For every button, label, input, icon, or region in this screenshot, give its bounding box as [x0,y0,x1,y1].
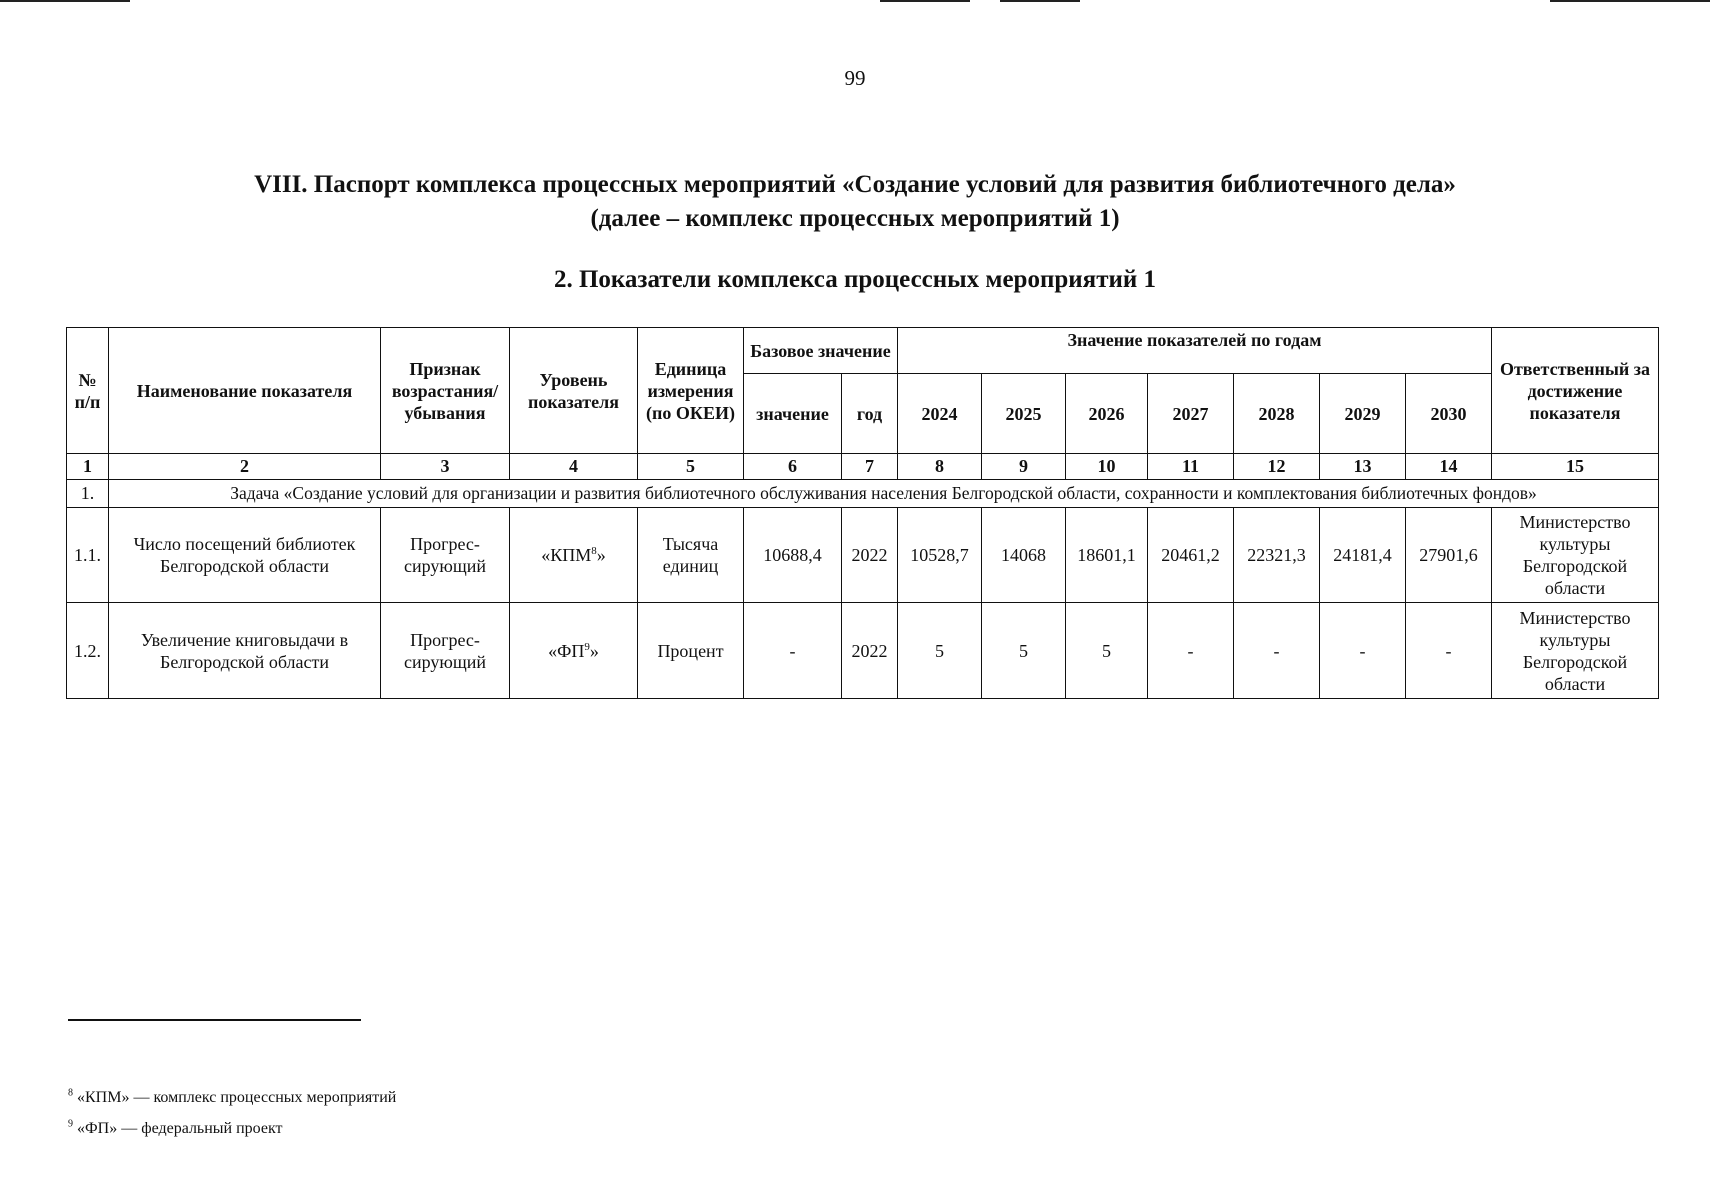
base-value: 10688,4 [744,507,842,603]
year-value: 5 [898,603,982,699]
column-number-row [67,454,1659,480]
row-number: 1.2. [67,603,109,699]
year-value: - [1234,603,1320,699]
base-year: 2022 [842,507,898,603]
scan-edge-line [0,0,130,2]
indicator-sign: Прогрес-сирующий [381,603,510,699]
footnote-mark: 8 [68,1087,73,1099]
table-row [67,507,1659,603]
scan-edge-line [1550,0,1710,2]
section-heading-line-1: VIII. Паспорт комплекса процессных мероприятий «Создание условий для развития библиотечного дела» [254,171,1456,198]
section-heading [0,168,1710,236]
indicators-table [66,327,1659,699]
year-value: 18601,1 [1066,507,1148,603]
level-close-quote: » [596,544,606,565]
year-value: 14068 [982,507,1066,603]
header-year: 2025 [982,374,1066,454]
footnote-text: «КПМ» — комплекс процессных мероприятий [77,1089,397,1106]
indicator-name: Увеличение книговыдачи в Белгородской области [109,603,381,699]
header-unit: Единица измерения (по ОКЕИ) [638,328,744,454]
indicator-unit: Процент [638,603,744,699]
header-num: № п/п [67,328,109,454]
header-year: 2027 [1148,374,1234,454]
year-value: - [1406,603,1492,699]
column-number: 1 [67,454,109,480]
year-value: - [1320,603,1406,699]
footnote-ref: 8 [591,544,597,557]
page-number: 99 [844,66,866,90]
responsible: Министерство культуры Белгородской области [1492,507,1659,603]
column-number: 4 [510,454,638,480]
header-year: 2028 [1234,374,1320,454]
header-responsible: Ответственный за достижение показателя [1492,328,1659,454]
base-value: - [744,603,842,699]
header-year: 2030 [1406,374,1492,454]
footnote-text: «ФП» — федеральный проект [77,1120,283,1137]
column-number: 14 [1406,454,1492,480]
indicator-sign: Прогрес-сирующий [381,507,510,603]
responsible: Министерство культуры Белгородской области [1492,603,1659,699]
header-sign: Признак возрастания/ убывания [381,328,510,454]
footnote-ref: 9 [584,640,590,653]
indicator-level [510,507,638,603]
indicator-name: Число посещений библиотек Белгородской области [109,507,381,603]
year-value: 22321,3 [1234,507,1320,603]
year-value: 24181,4 [1320,507,1406,603]
header-years-group: Значение показателей по годам [898,328,1492,374]
table-title: 2. Показатели комплекса процессных мероприятий 1 [553,266,1157,293]
year-value: 10528,7 [898,507,982,603]
footnote-mark: 9 [68,1118,73,1130]
level-close-quote: » [589,640,599,661]
scan-edge-line [880,0,970,2]
column-number: 5 [638,454,744,480]
column-number: 6 [744,454,842,480]
year-value: 20461,2 [1148,507,1234,603]
year-value: 5 [982,603,1066,699]
header-base-value: значение [744,374,842,454]
section-heading-line-2: (далее – комплекс процессных мероприятий 1) [590,205,1120,232]
footnote-separator [68,1019,361,1021]
indicator-unit: Тысяча единиц [638,507,744,603]
column-number: 13 [1320,454,1406,480]
header-year: 2024 [898,374,982,454]
base-year: 2022 [842,603,898,699]
year-value: - [1148,603,1234,699]
header-year: 2029 [1320,374,1406,454]
footnote [68,1120,283,1138]
indicator-level [510,603,638,699]
scan-edge-line [1000,0,1080,2]
header-level: Уровень показателя [510,328,638,454]
task-text: Задача «Создание условий для организации и развития библиотечного обслуживания населения Белгородской области, сохранности и комплектования библиотечных фондов» [109,479,1659,507]
table-row [67,603,1659,699]
header-name: Наименование показателя [109,328,381,454]
column-number: 10 [1066,454,1148,480]
column-number: 3 [381,454,510,480]
header-base: Базовое значение [744,328,898,374]
year-value: 27901,6 [1406,507,1492,603]
column-number: 2 [109,454,381,480]
column-number: 7 [842,454,898,480]
header-year: 2026 [1066,374,1148,454]
level-text: «ФП [548,640,585,661]
column-number: 15 [1492,454,1659,480]
task-row [67,479,1659,507]
row-number: 1.1. [67,507,109,603]
footnote [68,1089,396,1107]
column-number: 12 [1234,454,1320,480]
column-number: 11 [1148,454,1234,480]
task-number: 1. [67,479,109,507]
level-text: «КПМ [541,544,592,565]
header-base-year: год [842,374,898,454]
column-number: 8 [898,454,982,480]
year-value: 5 [1066,603,1148,699]
column-number: 9 [982,454,1066,480]
